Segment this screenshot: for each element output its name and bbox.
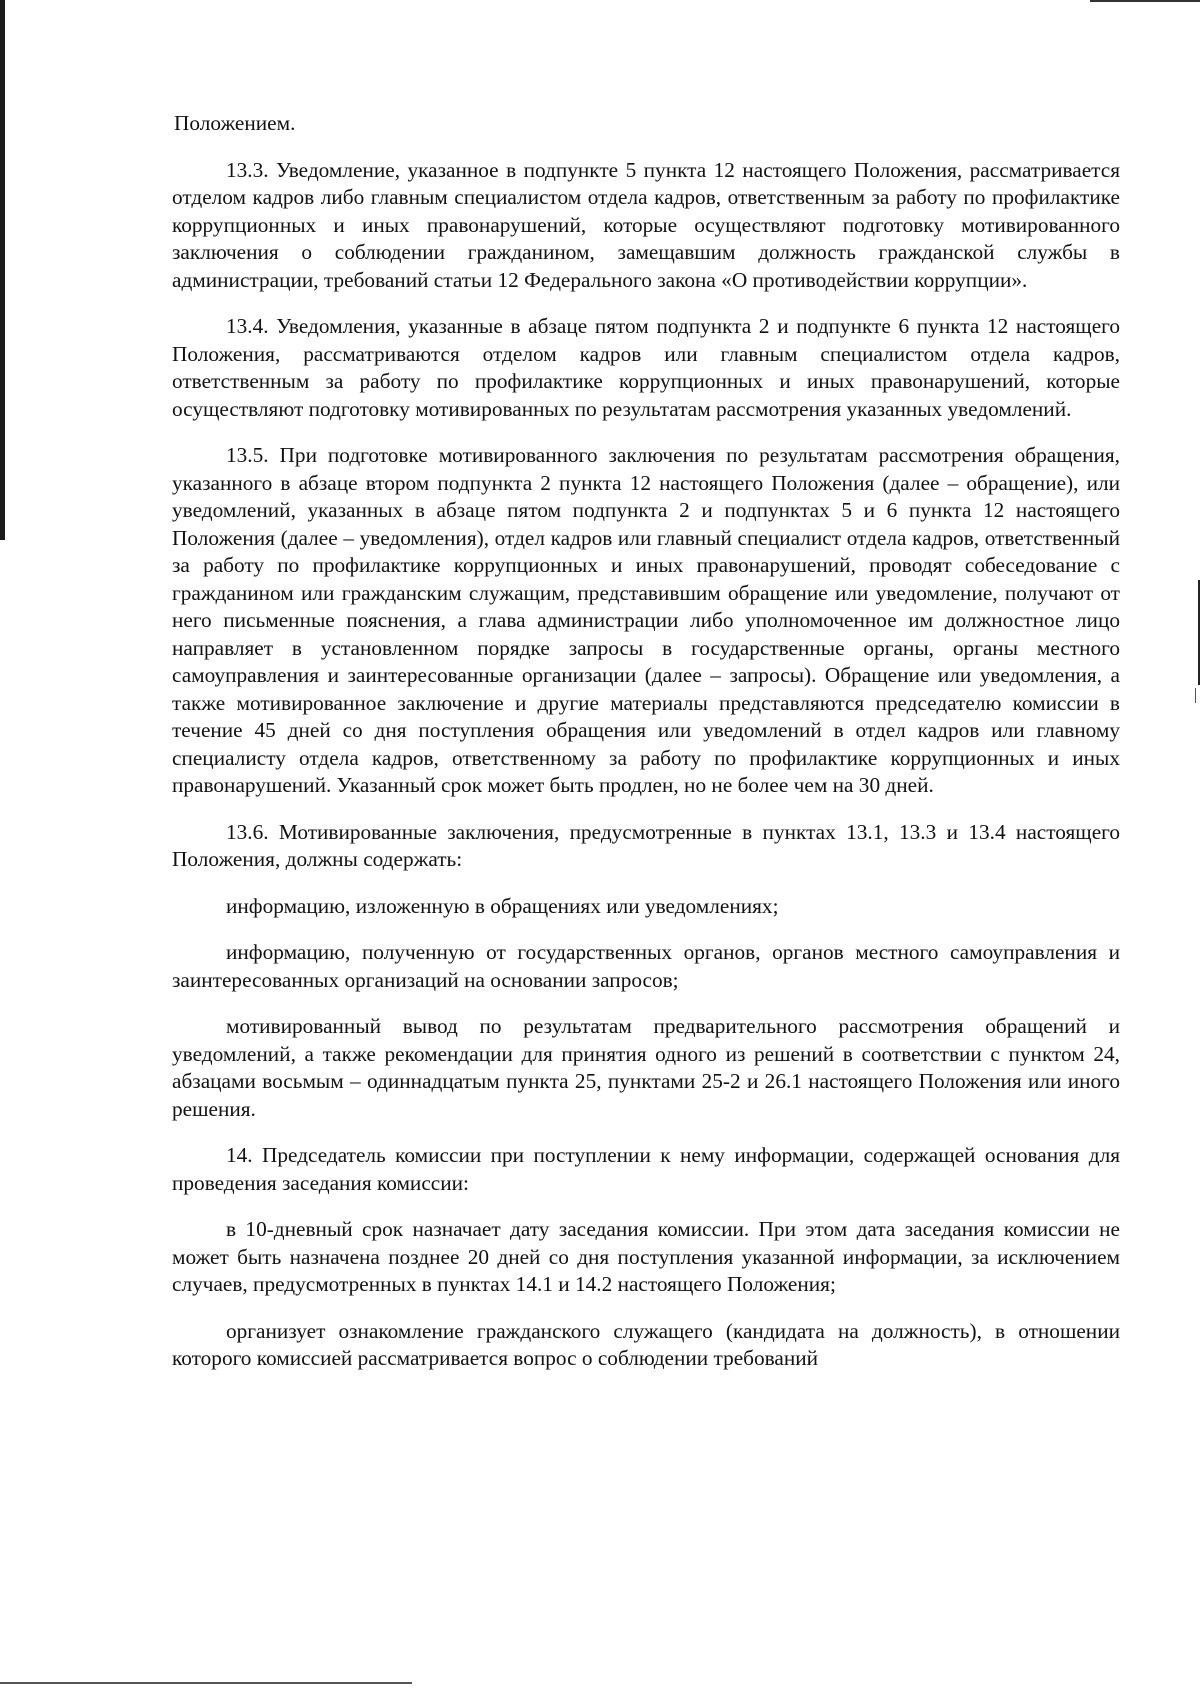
scan-edge-left: [0, 0, 5, 540]
document-body: [172, 110, 1120, 1392]
paragraph-13-6: 13.6. Мотивированные заключения, предусмотренные в пунктах 13.1, 13.3 и 13.4 настоящего Положения, должны содержать:: [172, 819, 1120, 871]
paragraph-13-5: 13.5. При подготовке мотивированного заключения по результатам рассмотрения обращения, указанного в абзаце втором подпункта 2 пункта 12 настоящего Положения (далее – обращение), или уведомлений, указанных в абзаце пятом подпункта 2 и подпунктах 5 и 6 пункта 12 настоящего Положения (далее – уведомления), отдел кадров или главный специалист отдела кадров, ответственный за работу по профилактике коррупционных и иных правонарушений, проводят собеседование с гражданином или гражданским служащим, представившим обращение или уведомление, получают от него письменные пояснения, а глава администрации либо уполномоченное им должностное лицо направляет в установленном порядке запросы в государственные органы, органы местного самоуправления и заинтересованные организации (далее – запросы). Обращение или уведомления, а также мотивированное заключение и другие материалы представляются председателю комиссии в течение 45 дней со дня поступления обращения или уведомлений в отдел кадров или главному специалисту отдела кадров, ответственному за работу по профилактике коррупционных и иных правонарушений. Указанный срок может быть продлен, но не более чем на 30 дней.: [172, 443, 1120, 797]
paragraph-14-item-1: в 10-дневный срок назначает дату заседания комиссии. При этом дата заседания комиссии не может быть назначена позднее 20 дней со дня поступления указанной информации, за исключением случаев, предусмотренных в пунктах 14.1 и 14.2 настоящего Положения;: [172, 1217, 1120, 1296]
paragraph-14-item-2: организует ознакомление гражданского служащего (кандидата на должность), в отношении которого комиссией рассматривается вопрос о соблюдении требований: [172, 1318, 1120, 1370]
paragraph-13-4: 13.4. Уведомления, указанные в абзаце пятом подпункта 2 и подпункте 6 пункта 12 настоящего Положения, рассматриваются отделом кадров или главным специалистом отдела кадров, ответственным за работу по профилактике коррупционных и иных правонарушений, которые осуществляют подготовку мотивированных по результатам рассмотрения указанных уведомлений.: [172, 314, 1120, 421]
paragraph-14: 14. Председатель комиссии при поступлении к нему информации, содержащей основания для проведения заседания комиссии:: [172, 1143, 1120, 1195]
scan-edge-top: [1090, 0, 1200, 2]
paragraph-13-3: 13.3. Уведомление, указанное в подпункте 5 пункта 12 настоящего Положения, рассматривается отделом кадров либо главным специалистом отдела кадров, ответственным за работу по профилактике коррупционных и иных правонарушений, которые осуществляют подготовку мотивированного заключения о соблюдении гражданином, замещавшим должность гражданской службы в администрации, требований статьи 12 Федерального закона «О противодействии коррупции».: [172, 157, 1120, 292]
paragraph-13-6-item-2: информацию, полученную от государственных органов, органов местного самоуправления и заинтересованных организаций на основании запросов;: [172, 940, 1120, 992]
scan-edge-right-mark: [1195, 688, 1196, 703]
scan-edge-bottom: [0, 1682, 412, 1684]
paragraph-13-6-item-1: информацию, изложенную в обращениях или уведомлениях;: [226, 893, 779, 918]
paragraph-continuation: Положением.: [174, 111, 296, 135]
paragraph-13-6-item-3: мотивированный вывод по результатам предварительного рассмотрения обращений и уведомлений, а также рекомендации для принятия одного из решений в соответствии с пунктом 24, абзацами восьмым – одиннадцатым пункта 25, пунктами 25-2 и 26.1 настоящего Положения или иного решения.: [172, 1014, 1120, 1121]
